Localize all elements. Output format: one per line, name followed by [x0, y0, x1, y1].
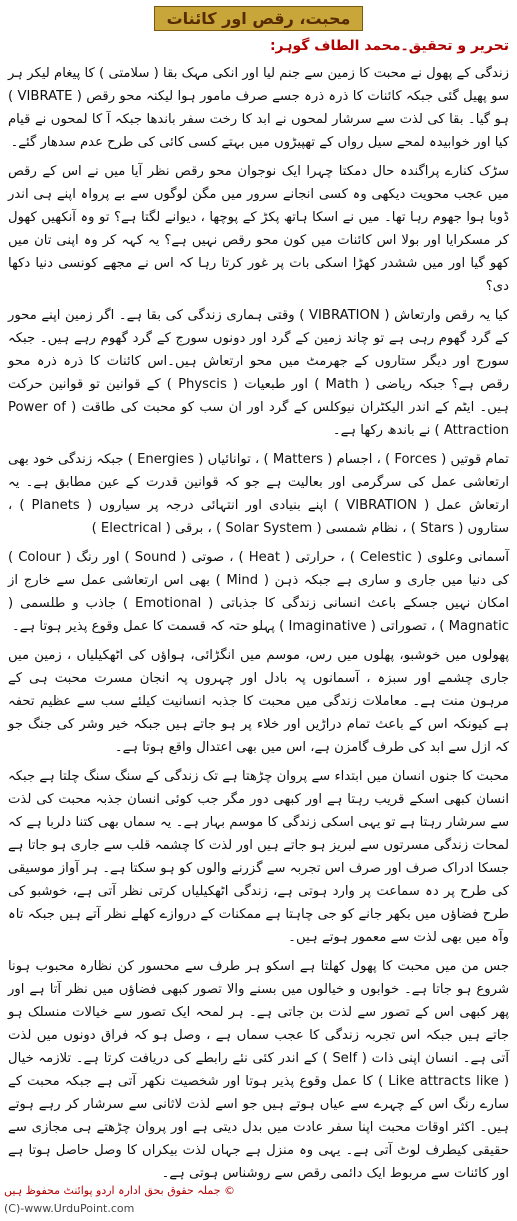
- paragraph: محبت کا جنوں انسان میں ابتداء سے پروان چڑھتا ہے تک زندگی کے سنگ سنگ چلتا ہے جبکہ انسان کبھی اسکے قریب رہتا ہے اور کبھی دور مگر جب کوئی انسان جذبہ محبت کی لذت سے سرشار رہتا ہے تو یہی اسکی زندگی کا موسم بہار ہے۔ یہ سماں بھی کتنا دلربا ہے کہ لمحات زندگی مسرتوں سے لبریز ہو جاتے ہیں اور لذت کا چشمہ قلب سے جاری ہو جاتا ہے جسکا ادراک صرف اور صرف اس تجربہ سے گزرنے والوں کو ہو سکتا ہے۔ ہر آواز موسیقی کی طرح پر دہ سماعت پر وارد ہوتی ہے، زندگی اٹھکیلیاں کرتی نظر آتی ہے، خوشبو کی طرح فضاؤں میں بکھر جانے کو جی چاہتا ہے ممکنات کے دروازے کھلے نظر آتے ہیں جبکہ تاہ وآہ میں بھی لذت سے معمور ہوتے ہیں۔: [8, 769, 509, 945]
- paragraph: پھولوں میں خوشبو، پھلوں میں رس، موسم میں انگڑائی، ہواؤں کی اٹھکیلیاں ، زمین میں جاری چشمے اور سبزہ ، آسمانوں پہ بادل اور چہروں پہ انجان مسرت محبت ہی کے مرہون منت ہے۔ معاملات زندگی میں محبت کا جذبہ انسانیت کیلئے سب سے عظیم تحفہ ہے کیونکہ اس کے باعث تمام دراڑیں اور خلاء پر ہو جاتے ہیں جبکہ خیر وشر کی جنگ جو کہ ازل سے ابد کی طرف گامزن ہے، اس میں بھی اعتدال واقع ہوتا ہے۔: [8, 648, 509, 755]
- title-wrap: [0, 6, 517, 31]
- paragraph: تمام قوتیں ( Forces ) ، اجسام ( Matters ) ، توانائیاں ( Energies ) جبکہ زندگی خود بھی ارتعاشی عمل کی سرگرمی اور بعالیت ہے جو کہ قوانین قدرت کے عین مطابق ہے۔ یہ ارتعاش عمل ( VIBRATION ) اپنے بنیادی اور انتہائی درجہ پر سیاروں ( Planets ) ، ستاروں ( Stars ) ، نظام شمسی ( Solar System ) ، برقی ( Electrical ): [8, 452, 509, 536]
- article-title: محبت، رقص اور کائنات: [154, 6, 364, 31]
- byline: تحریر و تحقیق۔محمد الطاف گوہر:: [269, 38, 509, 54]
- paragraph: آسمانی وعلوی ( Celestic ) ، حرارتی ( Heat ) ، صوتی ( Sound ) اور رنگ ( Colour ) کی دنیا میں جاری و ساری ہے جبکہ ذہن ( Mind ) بھی اس ارتعاشی عمل سے خارج از امکان نہیں جسکے باعث انسانی زندگی کا جذباتی ( Emotional ) جاذب و طلسمی ( Magnatic ) ، تصوراتی ( Imaginative ) پہلو حتہ کہ قسمت کا عمل وقوع پذیر ہوتا ہے۔: [8, 550, 509, 634]
- source-url[interactable]: (C)-www.UrduPoint.com: [4, 1202, 135, 1215]
- paragraph: کیا یہ رقص وارتعاش ( VIBRATION ) وقتی ہماری زندگی کی بقا ہے۔ اگر زمین اپنے محور کے گرد گھوم رہی ہے تو چاند زمین کے گرد اور دونوں سورج کے گرد گھوم رہے ہیں۔ جبکہ سورج اور دیگر ستاروں کے جھرمٹ میں محو ارتعاش ہیں۔اس کائنات کا ذرہ ذرہ محو رقص ہے؟ جبکہ ریاضی ( Math ) اور طبعیات ( Physcis ) کے قوانین تو قوانین حرکت ہیں۔ ایٹم کے اندر الیکٹران نیوکلس کے گرد اور ان سب کو محبت کی طاقت ( Power of Attraction ) نے باندھ رکھا ہے۔: [8, 308, 510, 438]
- paragraph: جس من میں محبت کا پھول کھلتا ہے اسکو ہر طرف سے محسور کن نظارہ محبوب ہونا شروع ہو جاتا ہے۔ خوابوں و خیالوں میں بسنے والا تصور کبھی فضاؤں میں نظر آتا ہے اور پھر کبھی اس کے تصور سے لذت بن جاتی ہے۔ ہر لمحہ ایک تصور سے خیالات منسلک ہو جاتے ہیں جبکہ اس تجربہ زندگی کا عجب سماں ہے ، وصل ہو کہ فراق دونوں میں لذت آتی ہے۔ انسان اپنی ذات ( Self ) کے اندر کئی نئے رابطے کی دریافت کرتا ہے۔ تلازمہ خیال ( Like attracts like ) کا عمل وقوع پذیر ہوتا اور شخصیت نکھر آتی ہے جبکہ محبت کے سارے رنگ اس کے چہرے سے عیاں ہوتے ہیں جو اسے لذت لاثانی سے سرشار کر رہے ہوتے ہیں۔ اکثر اوقات محبت اپنا سفر عادت میں بدل دیتی ہے اور پروان چڑھتے ہی مجازی سے حقیقی کیطرف لوٹ آتی ہے۔ یہی وہ منزل ہے جہاں لذت بیکراں کا وصل حاصل ہوتا ہے اور کائنات سے مربوط ایک دائمی رقص سے روشناس ہوتی ہے۔: [8, 959, 510, 1181]
- article-body: [8, 62, 509, 1191]
- copyright-notice: © جملہ حقوق بحق ادارہ اردو پوائنٹ محفوظ ہیں: [4, 1184, 236, 1197]
- paragraph: زندگی کے پھول نے محبت کا زمین سے جنم لیا اور انکی مہک بقا ( سلامتی ) کا پیغام لیکر ہر سو پھیل گئی جبکہ کائنات کا ذرہ ذرہ جسے صرف مامور ہوا لیکنہ محو رقص ( VIBRATE ) ہو گیا۔ بقا کی لذت سے سرشار لمحوں نے ابد کا رخت سفر باندھا جبکہ آ کا لمحوں نے قیام کیا اور خوابیدہ لمحے سیل رواں کے تھپیڑوں میں بہتے کسی کائی کی طرح عدم سدھار گئے۔: [8, 66, 509, 150]
- paragraph: سڑک کنارے پراگندہ حال دمکتا چہرا ایک نوجوان محو رقص نظر آیا میں نے اس کے رقص میں عجب محویت دیکھی وہ کسی انجانے سرور میں مگن لوگوں سے بے پرواہ اپنے ہی اندر ڈوبا ہوا جھوم رہا تھا۔ میں نے اسکا ہاتھ پکڑ کے پوچھا ، دیوانے لگتا ہے؟ تو وہ آنکھیں کھول کر مسکرایا اور بولا اس کائنات میں کون محو رقص نہیں ہے؟ یہ کہہ کر وہ اپنی تان میں کھو گیا اور میں ششدر کھڑا اسکی بات پر غور کرتا رہا کہ اس نے مجھے کونسی دنیا دکھا دی؟: [8, 164, 509, 294]
